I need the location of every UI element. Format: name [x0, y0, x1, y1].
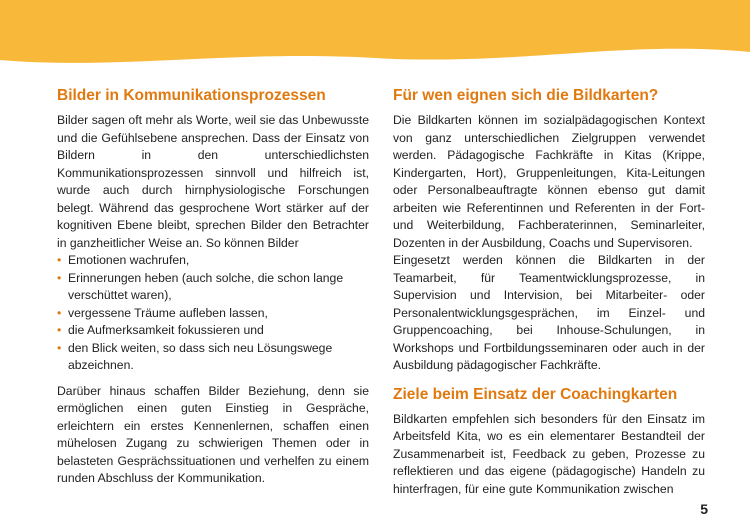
list-item: • vergessene Träume aufleben lassen,: [57, 305, 369, 323]
list-item: • Erinnerungen heben (auch solche, die schon lange verschüttet waren),: [57, 270, 344, 302]
bullet-icon: •: [57, 253, 62, 267]
list-item: • den Blick weiten, so dass sich neu Lösungswege abzeichnen.: [57, 340, 333, 372]
bullet-icon: •: [57, 270, 62, 285]
heading-bilder-kommunikation: Bilder in Kommunikationsprozessen: [57, 87, 326, 104]
list-item: • die Aufmerksamkeit fokussieren und: [57, 322, 369, 340]
page-number: 5: [700, 501, 708, 517]
heading-ziele: Ziele beim Einsatz der Coachingkarten: [393, 385, 678, 403]
bullet-icon: •: [57, 323, 62, 337]
header-banner: [0, 0, 750, 70]
bullet-icon: •: [57, 305, 62, 320]
zielgruppen-paragraph: Die Bildkarten können im sozialpädagogischen Kontext von ganz unterschiedlichen Zielgruppen verwendet werden. Pädagogische Fachkräfte in Kitas (Krippe, Kindergarten, Hort), Gruppenleitungen, Kita-Leitungen oder Personalbeauftragte können ebenso gut damit arbeiten wie Referentinnen und Referenten in der Fort- und Weiterbildung, Fachberaterinnen, Seminarleiter, Dozenten in der Ausbildung, Coachs und Supervisoren.: [393, 113, 705, 250]
list-item: • Emotionen wachrufen,: [57, 252, 369, 270]
ziele-paragraph: Bildkarten empfehlen sich besonders für den Einsatz im Arbeitsfeld Kita, wo es ein elementarer Bestandteil der Zusammenarbeit ist, Feedback zu geben, Prozesse zu reflektieren und das eigene (pädagogische) Handeln zu hinterfragen, für eine gute Kommunikation zwischen: [393, 411, 705, 496]
einsatz-paragraph: Eingesetzt werden können die Bildkarten in der Teamarbeit, für Teamentwicklungsprozesse, in Supervision und Intervision, bei Mitarbeiter- oder Personalentwicklungsgesprächen, im Einzel- und Gruppencoaching, bei Inhouse-Schulungen, in Workshops und Fortbildungsseminaren oder auch in der Ausbildung pädagogischer Fachkräfte.: [393, 253, 705, 372]
benefits-list: [57, 252, 369, 375]
right-column: [393, 86, 705, 498]
intro-paragraph: Bilder sagen oft mehr als Worte, weil sie das Unbewusste und die Gefühlsebene ansprechen. Dass der Einsatz von Bildern in den unterschiedlichsten Kommunikationsprozessen sinnvoll und hilfreich ist, wurde auch durch hirnphysiologische Forschungen belegt. Während das gesprochene Wort stärker auf der kognitiven Ebene bleibt, sprechen Bilder den Betrachter in ganzheitlicher Weise an. So können Bilder: [57, 113, 369, 250]
left-column: [57, 86, 369, 488]
bullet-icon: •: [57, 340, 62, 355]
outro-paragraph: Darüber hinaus schaffen Bilder Beziehung, denn sie ermöglichen einen guten Einstieg in Gespräche, erleichtern ein erstes Kennenlernen, schaffen einen mühelosen Zugang zu schwierigen Themen oder in belasteten Gesprächssituationen und verhelfen zu einem runden Abschluss der Kommunikation.: [57, 383, 369, 485]
heading-zielgruppen: Für wen eignen sich die Bildkarten?: [393, 87, 659, 104]
